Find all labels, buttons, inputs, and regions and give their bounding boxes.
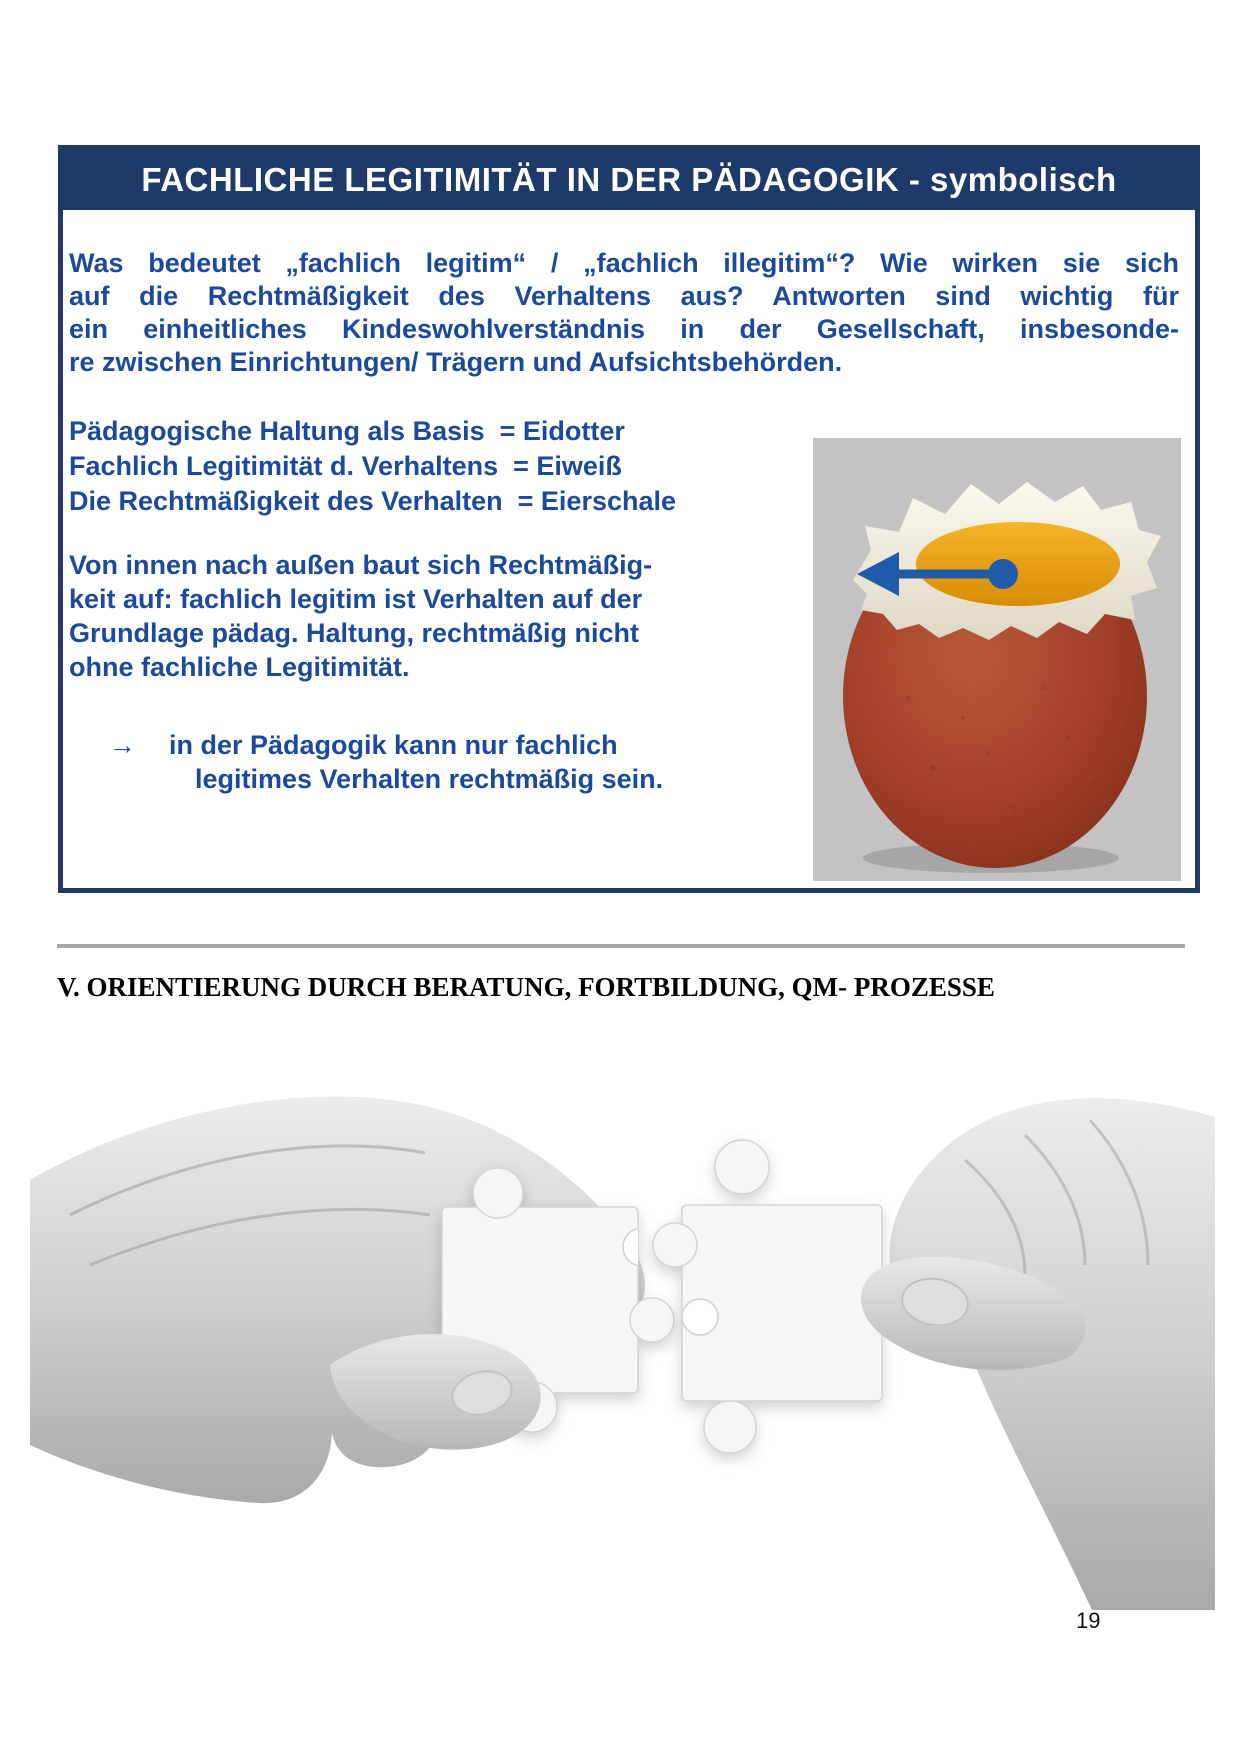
paragraph-line: Grundlage pädag. Haltung, rechtmäßig nicht (69, 618, 640, 648)
mapping-value: = Eiweiß (513, 451, 622, 481)
paragraph-line: Was bedeutet „fachlich legitim“ / „fachlich illegitim“? Wie wirken sie sich (69, 248, 1179, 278)
puzzle-piece-right-notch (682, 1299, 718, 1335)
hands-puzzle-illustration (30, 1065, 1215, 1610)
intro-paragraph (69, 247, 1179, 379)
paragraph-line: Von innen nach außen baut sich Rechtmäßig- (69, 550, 653, 580)
list-item (69, 414, 759, 449)
egg-metaphor-list (69, 414, 759, 519)
slide-fachliche-legitimitaet (58, 145, 1200, 893)
slide-body (63, 210, 1195, 888)
egg-yolk (916, 522, 1120, 606)
cracked-egg-image (813, 438, 1181, 881)
paragraph-line: re zwischen Einrichtungen/ Trägern und Aufsichtsbehörden. (69, 347, 843, 377)
list-item (69, 484, 759, 519)
explanation-paragraph (69, 548, 759, 684)
egg-illustration (813, 438, 1181, 881)
horizontal-divider (57, 944, 1185, 948)
paragraph-line: keit auf: fachlich legitim ist Verhalten auf der (69, 584, 643, 614)
mapping-term: Pädagogische Haltung als Basis (69, 416, 485, 446)
list-item (69, 449, 759, 484)
slide-header (63, 150, 1195, 210)
mapping-term: Fachlich Legitimität d. Verhaltens (69, 451, 499, 481)
mapping-value: = Eidotter (499, 416, 625, 446)
paragraph-line: ohne fachliche Legitimität. (69, 652, 410, 682)
page-number: 19 (1076, 1608, 1101, 1633)
paragraph-line: ein einheitliches Kindeswohlverständnis in der Gesellschaft, insbesonde- (69, 314, 1179, 344)
right-arrow-icon: → (109, 730, 136, 760)
mapping-term: Die Rechtmäßigkeit des Verhalten (69, 486, 503, 516)
section-heading: V. ORIENTIERUNG DURCH BERATUNG, FORTBILDUNG, QM- PROZESSE (57, 972, 995, 1002)
mapping-value: = Eierschale (517, 486, 677, 516)
conclusion-line: in der Pädagogik kann nur fachlich (169, 730, 618, 760)
paragraph-line: auf die Rechtmäßigkeit des Verhaltens aus? Antworten sind wichtig für (69, 281, 1179, 311)
hands-puzzle-photo (30, 1065, 1215, 1610)
conclusion-text (169, 728, 663, 796)
puzzle-piece-right (653, 1140, 882, 1453)
conclusion-line: legitimes Verhalten rechtmäßig sein. (195, 764, 664, 794)
slide-title: FACHLICHE LEGITIMITÄT IN DER PÄDAGOGIK - symbolisch (141, 161, 1117, 198)
